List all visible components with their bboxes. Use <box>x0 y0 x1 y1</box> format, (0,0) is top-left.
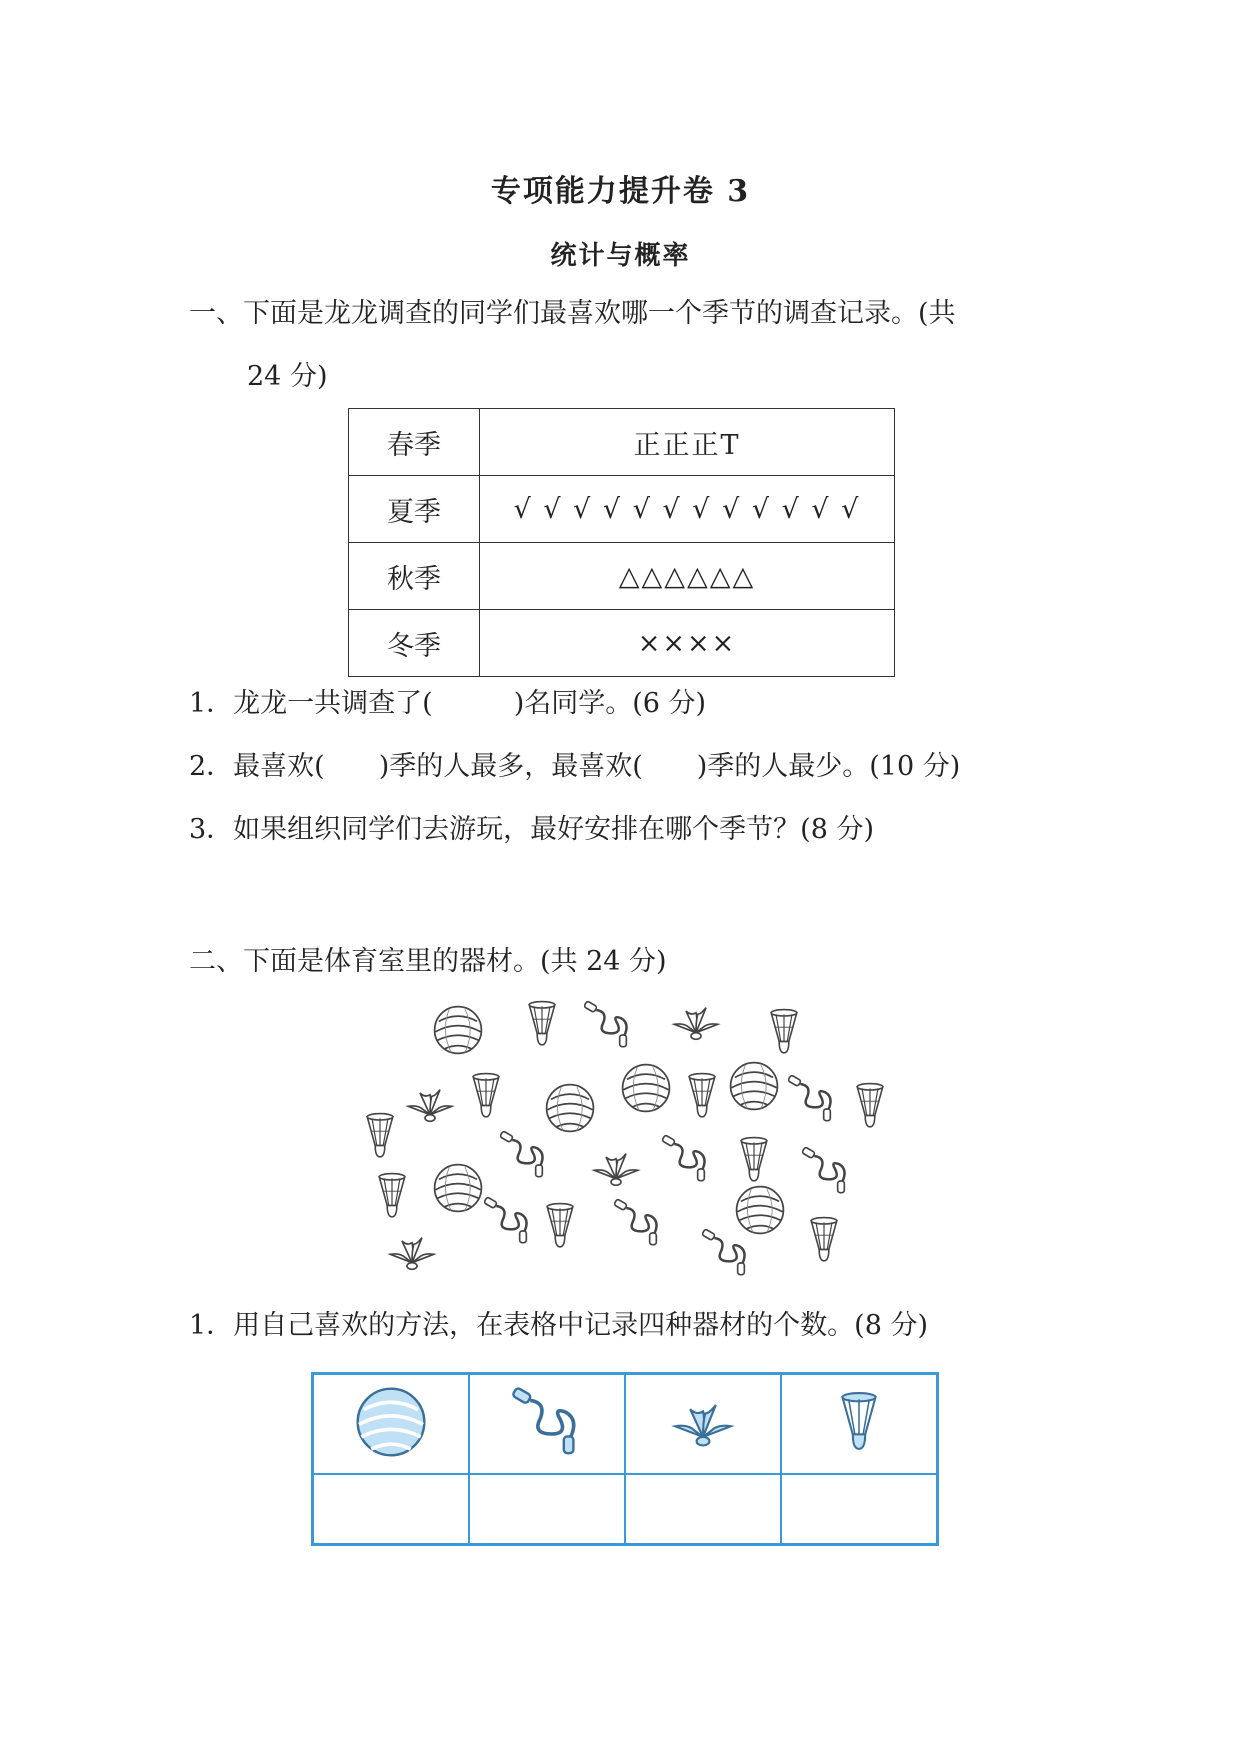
badminton-shuttlecock-icon <box>368 1170 416 1222</box>
season-cell: 夏季 <box>349 476 480 543</box>
ball-icon <box>544 1082 596 1134</box>
shuttlecock-feather-icon <box>668 1390 738 1454</box>
table-row <box>349 409 895 476</box>
tally-marks-cell: √ √ √ √ √ √ √ √ √ √ √ √ <box>480 476 895 543</box>
table-row <box>313 1474 938 1545</box>
section1-intro-line2: 24 分) <box>247 361 328 392</box>
jump-rope-icon <box>658 1134 714 1184</box>
shuttlecock-feather-icon <box>590 1142 642 1192</box>
header-cell <box>625 1374 781 1475</box>
table-row <box>313 1374 938 1475</box>
page-subtitle: 统计与概率 <box>550 241 691 271</box>
season-cell: 秋季 <box>349 543 480 610</box>
table-row <box>349 476 895 543</box>
ball-icon <box>432 1162 484 1214</box>
tally-marks-cell: 正正正T <box>480 409 895 476</box>
header-cell <box>469 1374 625 1475</box>
jump-rope-icon <box>580 1000 636 1050</box>
badminton-shuttlecock-icon <box>730 1134 778 1186</box>
tally-marks-cell: ×××× <box>480 610 895 677</box>
badminton-shuttlecock-icon <box>828 1387 890 1457</box>
equipment-picture <box>340 990 900 1280</box>
page-title: 专项能力提升卷 3 <box>490 174 751 209</box>
jump-rope-icon <box>480 1196 536 1246</box>
question-1-3: 3．如果组织同学们去游玩，最好安排在哪个季节？(8 分) <box>189 814 875 845</box>
badminton-shuttlecock-icon <box>760 1006 808 1058</box>
badminton-shuttlecock-icon <box>356 1110 404 1162</box>
ball-icon <box>354 1385 428 1459</box>
badminton-shuttlecock-icon <box>518 998 566 1050</box>
ball-icon <box>620 1062 672 1114</box>
badminton-shuttlecock-icon <box>536 1200 584 1252</box>
shuttlecock-feather-icon <box>670 996 722 1046</box>
ball-icon <box>432 1004 484 1056</box>
answer-cell[interactable] <box>781 1474 938 1545</box>
header-cell <box>313 1374 470 1475</box>
equipment-record-table <box>311 1372 939 1546</box>
season-cell: 春季 <box>349 409 480 476</box>
jump-rope-icon <box>496 1130 552 1180</box>
answer-cell[interactable] <box>313 1474 470 1545</box>
ball-icon <box>728 1060 780 1112</box>
badminton-shuttlecock-icon <box>800 1214 848 1266</box>
jump-rope-icon <box>610 1198 666 1248</box>
header-cell <box>781 1374 938 1475</box>
tally-marks-cell: △△△△△△ <box>480 543 895 610</box>
question-1-2: 2．最喜欢( )季的人最多，最喜欢( )季的人最少。(10 分) <box>189 751 961 782</box>
badminton-shuttlecock-icon <box>678 1070 726 1122</box>
answer-cell[interactable] <box>625 1474 781 1545</box>
section2-intro: 二、下面是体育室里的器材。(共 24 分) <box>189 946 667 977</box>
jump-rope-icon <box>784 1074 840 1124</box>
section1-intro-line1: 一、下面是龙龙调查的同学们最喜欢哪一个季节的调查记录。(共 <box>189 298 956 329</box>
season-survey-table <box>348 408 895 677</box>
shuttlecock-feather-icon <box>386 1226 438 1276</box>
season-cell: 冬季 <box>349 610 480 677</box>
question-1-1: 1．龙龙一共调查了( )名同学。(6 分) <box>189 688 707 719</box>
badminton-shuttlecock-icon <box>846 1080 894 1132</box>
shuttlecock-feather-icon <box>404 1078 456 1128</box>
table-row <box>349 543 895 610</box>
jump-rope-icon <box>505 1386 589 1458</box>
answer-cell[interactable] <box>469 1474 625 1545</box>
badminton-shuttlecock-icon <box>462 1070 510 1122</box>
question-2-1: 1．用自己喜欢的方法，在表格中记录四种器材的个数。(8 分) <box>189 1310 929 1341</box>
jump-rope-icon <box>798 1146 854 1196</box>
table-row <box>349 610 895 677</box>
jump-rope-icon <box>698 1228 754 1278</box>
